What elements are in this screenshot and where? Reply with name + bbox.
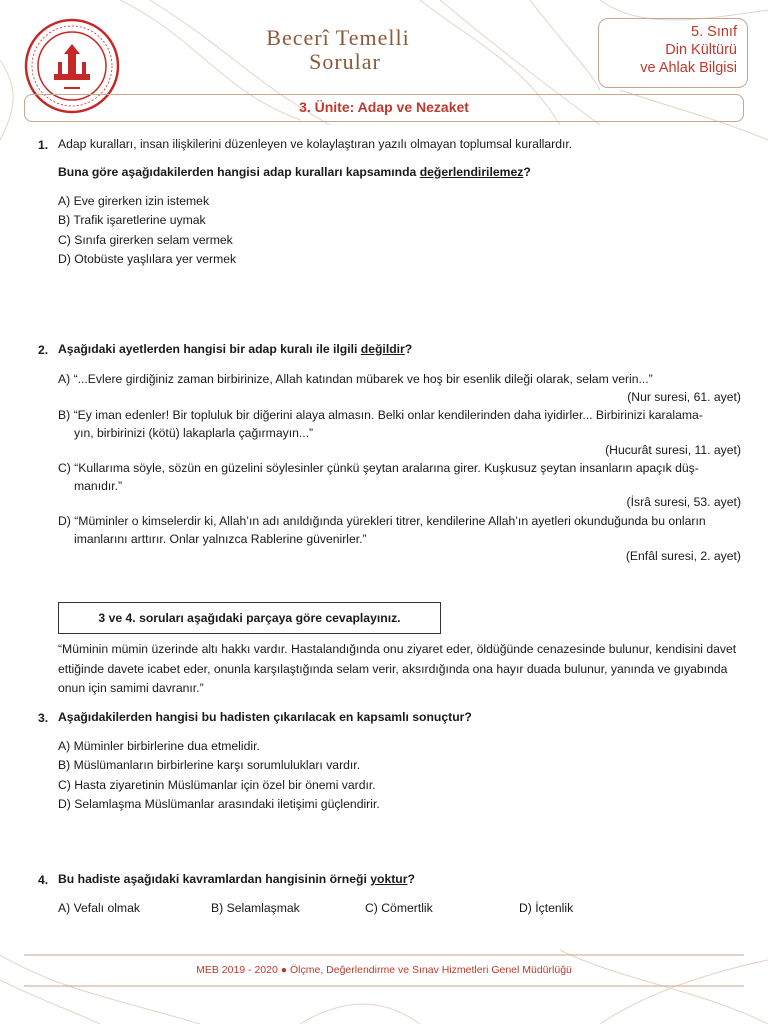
- question-4-stem-emphasis: yoktur: [370, 872, 408, 886]
- question-4-number: 4.: [38, 873, 49, 887]
- footer-text: MEB 2019 - 2020 ● Ölçme, Değerlendirme ve Sınav Hizmetleri Genel Müdürlüğü: [196, 964, 572, 976]
- question-2-stem: [58, 340, 744, 360]
- question-1-number: 1.: [38, 138, 49, 152]
- question-3-option-c[interactable]: C) Hasta ziyaretinin Müslümanlar için özel bir önemi vardır.: [58, 778, 376, 792]
- grade-label: 5. Sınıf: [691, 24, 737, 40]
- question-2-stem-end: ?: [404, 342, 413, 356]
- option-c-text-1: C) “Kullarıma söyle, sözün en güzelini söylesinler çünkü şeytan aralarına girer. Kuşkusuz şeytan insanların apaçık düş-: [58, 461, 699, 475]
- question-2-number: 2.: [38, 343, 49, 357]
- question-3-stem: Aşağıdakilerden hangisi bu hadisten çıkarılacak en kapsamlı sonuçtur?: [58, 710, 472, 724]
- brand-line-2: Sorular: [309, 49, 381, 74]
- brand-line-1: Becerî Temelli: [266, 25, 410, 50]
- question-4-stem: [58, 870, 744, 890]
- question-1-stem-end: ?: [523, 165, 531, 179]
- option-a-text: A) “...Evlere girdiğiniz zaman birbirinize, Allah katından mübarek ve hoş bir esenlik dileği olarak, selam verin...”: [58, 372, 653, 386]
- question-1-stem: [58, 163, 744, 183]
- question-3-option-b[interactable]: B) Müslümanların birbirlerine karşı sorumlulukları vardır.: [58, 758, 361, 772]
- question-4-stem-end: ?: [407, 872, 415, 886]
- question-2-stem-text: Aşağıdaki ayetlerden hangisi bir adap kuralı ile ilgili: [58, 342, 361, 356]
- question-3-option-d[interactable]: D) Selamlaşma Müslümanlar arasındaki iletişimi güçlendirir.: [58, 797, 380, 811]
- option-d-reference: (Enfâl suresi, 2. ayet): [625, 549, 741, 563]
- option-b-text-2: yın, birbirinizi (kötü) lakaplarla çağırmayın...”: [74, 426, 314, 440]
- question-1-option-a[interactable]: A) Eve girerken izin istemek: [58, 194, 210, 208]
- question-4-option-a[interactable]: A) Vefalı olmak: [58, 901, 140, 915]
- question-3-option-a[interactable]: A) Müminler birbirlerine dua etmelidir.: [58, 739, 260, 753]
- question-3-number: 3.: [38, 711, 49, 725]
- question-1-option-d[interactable]: D) Otobüste yaşlılara yer vermek: [58, 252, 237, 266]
- option-c-reference: (İsrâ suresi, 53. ayet): [626, 495, 741, 509]
- option-d-text-2: imanlarını arttırır. Onlar yalnızca Rablerine güvenirler.”: [74, 532, 367, 546]
- question-1-stem-emphasis: değerlendirilemez: [419, 165, 524, 179]
- question-2-option-d[interactable]: [58, 512, 742, 548]
- question-2-option-b[interactable]: [58, 406, 742, 442]
- question-4-option-d[interactable]: D) İçtenlik: [519, 901, 574, 915]
- question-4-option-b[interactable]: B) Selamlaşmak: [211, 901, 300, 915]
- question-1-option-b[interactable]: B) Trafik işaretlerine uymak: [58, 213, 206, 227]
- question-2-stem-emphasis: değildir: [360, 342, 405, 356]
- brand-title: [258, 26, 418, 74]
- question-2-option-c[interactable]: [58, 459, 742, 495]
- course-line-2: ve Ahlak Bilgisi: [640, 60, 737, 76]
- option-b-text-1: B) “Ey iman edenler! Bir topluluk bir diğerini alaya almasın. Belki onlar kendilerinden daha iyidirler... Birbirinizi karalama-: [58, 408, 703, 422]
- option-c-text-2: manıdır.”: [74, 479, 123, 493]
- question-4-option-c[interactable]: C) Cömertlik: [365, 901, 433, 915]
- option-a-reference: (Nur suresi, 61. ayet): [627, 390, 741, 404]
- question-4-stem-text: Bu hadiste aşağıdaki kavramlardan hangisinin örneği: [58, 872, 371, 886]
- hadith-passage: “Müminin mümin üzerinde altı hakkı vardır. Hastalandığında onu ziyaret eder, öldüğünde cenazesinde bulunur, kendisini davet ettiğinde davete icabet eder, onunla karşılaştığında selam verir, aksırdığında ona hayır duada bulunur, yanında ve gıyabında onun için samimi davranır.”: [58, 642, 737, 695]
- option-d-text-1: D) “Müminler o kimselerdir ki, Allah’ın adı anıldığında yürekleri titrer, kendilerine Allah’ın ayetleri okunduğunda bu onların: [58, 514, 706, 528]
- question-1-intro: Adap kuralları, insan ilişkilerini düzenleyen ve kolaylaştıran yazılı olmayan toplumsal kurallardır.: [58, 137, 573, 151]
- question-2-option-a[interactable]: [58, 370, 742, 388]
- option-b-reference: (Hucurât suresi, 11. ayet): [605, 443, 741, 457]
- passage-instruction: 3 ve 4. soruları aşağıdaki parçaya göre cevaplayınız.: [58, 602, 441, 634]
- question-1-option-c[interactable]: C) Sınıfa girerken selam vermek: [58, 233, 233, 247]
- course-line-1: Din Kültürü: [665, 42, 737, 58]
- question-1-stem-text: Buna göre aşağıdakilerden hangisi adap kuralları kapsamında: [58, 165, 420, 179]
- unit-title: 3. Ünite: Adap ve Nezaket: [24, 94, 744, 122]
- grade-course-box: [598, 18, 748, 88]
